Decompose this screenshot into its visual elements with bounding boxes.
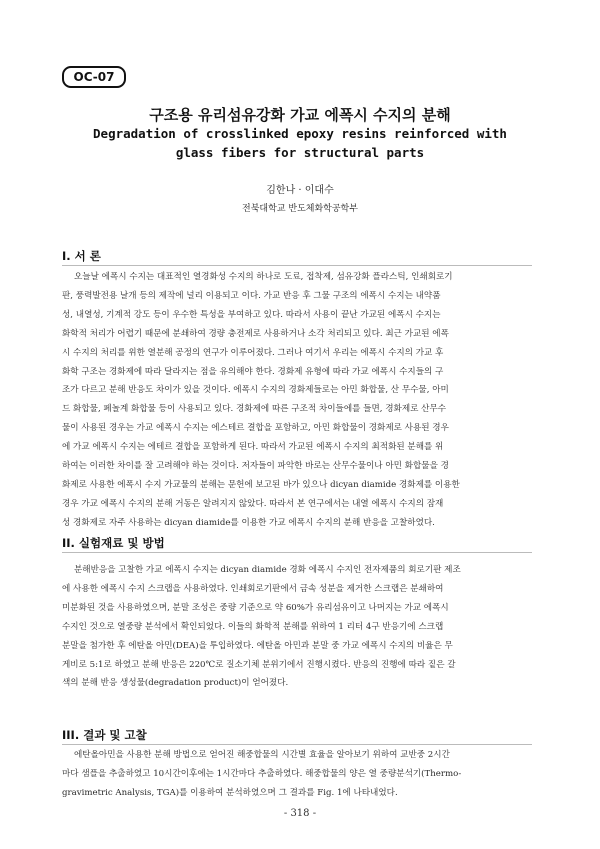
- section-heading-introduction: I. 서 론: [62, 247, 532, 266]
- english-title: [90, 124, 510, 162]
- text-line: 미분화된 것을 사용하였으며, 분말 조성은 중량 기준으로 약 60%가 유리섬유이고 나머지는 가교 에폭시: [62, 602, 449, 613]
- text-line: 분해반응을 고찰한 가교 에폭시 수지는 dicyan diamide 경화 에폭시 수지인 전자제품의 회로기판 제조: [74, 565, 461, 575]
- text-line: 에탄올아민을 사용한 분해 방법으로 얻어진 해중합물의 시간별 효율을 알아보기 위하여 교반중 2시간: [74, 750, 450, 760]
- english-title-line-2: glass fibers for structural parts: [175, 145, 425, 160]
- text-line: 게비로 5:1로 하였고 분해 반응은 220℃로 질소기체 분위기에서 진행시켰다. 반응의 진행에 따라 짙은 갈: [62, 659, 456, 670]
- korean-title: 구조용 유리섬유강화 가교 에폭시 수지의 분해: [149, 106, 451, 124]
- methods-body: [62, 561, 536, 693]
- text-line: 색의 분해 반응 생성물(degradation product)이 얻어졌다.: [62, 678, 289, 689]
- text-line: 물이 사용된 경우는 가교 에폭시 수지는 에스테르 결합을 포함하고, 아민 화합물이 경화제로 사용된 경우: [62, 423, 449, 434]
- text-line: 드 화합물, 페놀계 화합물 등이 사용되고 있다. 경화제에 따른 구조적 차이들에를 들면, 경화제로 산무수: [62, 404, 447, 415]
- text-line: 마다 샘플을 추출하였고 10시간이후에는 1시간마다 추출하였다. 해중합물의 양은 열 중량분석기(Thermo-: [62, 768, 462, 779]
- text-line: 오늘날 에폭시 수지는 대표적인 열경화성 수지의 하나로 도료, 접착제, 섬유강화 플라스틱, 인쇄회로기: [74, 272, 453, 282]
- text-line: 하여는 이러한 차이를 잘 고려해야 하는 것이다. 저자들이 파악한 바로는 산무수물이나 아민 화합물을 경: [62, 461, 449, 472]
- text-line: 화제로 사용한 에폭시 수지 가교물의 분해는 문헌에 보고된 바가 있으나 dicyan diamide 경화제를 이용한: [62, 479, 460, 490]
- text-line: gravimetric Analysis, TGA)를 이용하여 분석하였으며 그 결과를 Fig. 1에 나타내었다.: [62, 787, 398, 798]
- text-line: 에 가교 에폭시 수지는 에테르 결합을 포함하게 된다. 따라서 가교된 에폭시 수지의 최적화된 분해를 위: [62, 442, 444, 453]
- text-line: 화학 구조는 경화제에 따라 달라지는 점을 유의해야 한다. 경화제 유형에 따라 가교 에폭시 수지들의 구: [62, 366, 444, 377]
- text-line: 시 수지의 처리를 위한 열분해 공정의 연구가 이루어졌다. 그러나 여기서 우리는 에폭시 수지의 가교 후: [62, 347, 444, 358]
- introduction-body: [62, 268, 536, 533]
- author-list: 김한나 · 이대수: [266, 185, 334, 196]
- text-line: 수지인 것으로 열중량 분석에서 확인되었다. 이들의 화학적 분해를 위하여 1 리터 4구 반응기에 스크랩: [62, 621, 444, 632]
- text-line: 성, 내열성, 기계적 강도 등이 우수한 특성을 부여하고 있다. 따라서 사용이 끝난 가교된 에폭시 수지는: [62, 309, 441, 320]
- text-line: 분말을 첨가한 후 에탄올 아민(DEA)을 투입하였다. 에탄올 아민과 분말 중 가교 에폭시 수지의 비율은 무: [62, 640, 453, 651]
- section-heading-methods: II. 실험재료 및 방법: [62, 534, 532, 553]
- text-line: 에 사용한 에폭시 수지 스크랩을 사용하였다. 인쇄회로기판에서 금속 성분을 제거한 스크랩은 분쇄하여: [62, 583, 444, 594]
- session-code-badge: OC-07: [62, 66, 126, 88]
- text-line: 화학적 처리가 어렵기 때문에 분쇄하여 경량 충전제로 사용하거나 소각 처리되고 있다. 최근 가교된 에폭: [62, 328, 449, 339]
- text-line: 경우 가교 에폭시 수지의 분해 거동은 알려지지 않았다. 따라서 본 연구에서는 내열 에폭시 수지의 잠재: [62, 498, 444, 509]
- results-body: [62, 746, 536, 803]
- section-heading-results: III. 결과 및 고찰: [62, 726, 532, 745]
- page-number: - 318 -: [283, 808, 317, 819]
- text-line: 성 경화제로 자주 사용하는 dicyan diamide를 이용한 가교 에폭시 수지의 분해 반응을 고찰하였다.: [62, 517, 435, 528]
- affiliation: 전북대학교 반도체화학공학부: [242, 204, 358, 214]
- english-title-line-1: Degradation of crosslinked epoxy resins reinforced with: [93, 126, 507, 141]
- text-line: 판, 풍력발전용 날개 등의 제작에 널리 이용되고 이다. 가교 반응 후 그물 구조의 에폭시 수지는 내약품: [62, 290, 441, 301]
- text-line: 조가 다르고 분해 반응도 차이가 있을 것이다. 에폭시 수지의 경화제들로는 아민 화합물, 산 무수물, 아미: [62, 385, 449, 396]
